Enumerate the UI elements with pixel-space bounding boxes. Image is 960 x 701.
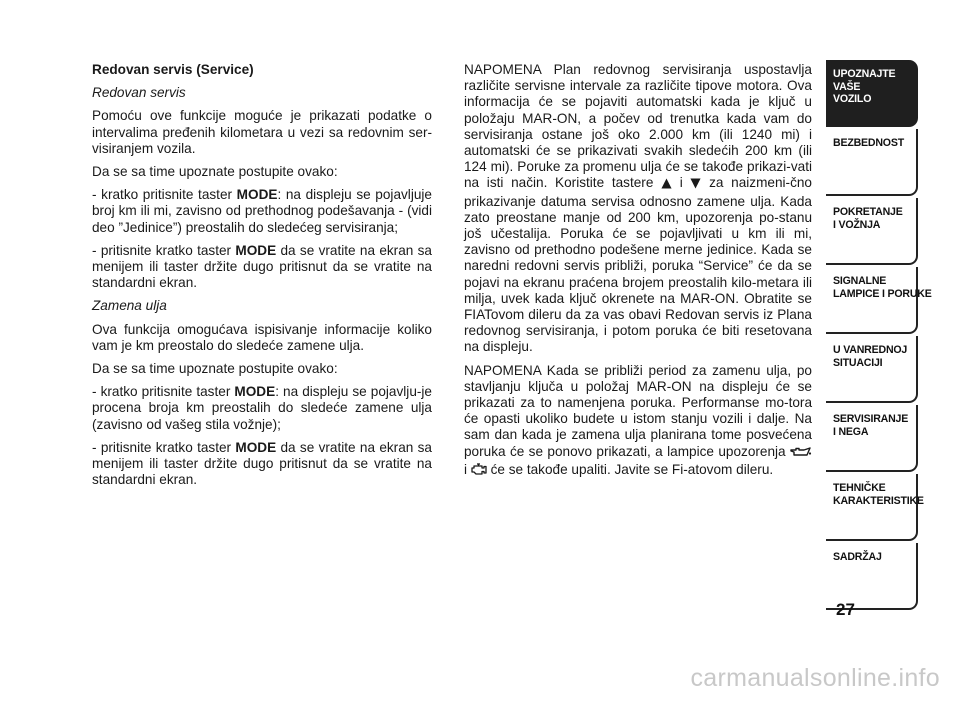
right-column <box>464 62 812 487</box>
triangle-up-icon <box>661 177 672 193</box>
mode-key-label: MODE <box>234 384 276 400</box>
subheading-oil-change: Zamena ulja <box>92 298 167 314</box>
step-item: - pritisnite kratko taster MODE da se vratite na ekran sa menijem ili taster držite dugo pritisnut da se vratite na standardni ekran. <box>92 439 432 488</box>
section-tabs <box>826 60 932 612</box>
note-oil-change: NAPOMENA Kada se približi period za zamenu ulja, po stavljanju ključa u položaj MAR-ON na displeju će se prikazati za to namenjena poruka. Performanse mo-tora će opasti ukoliko budete u istom stanju vozili i dalje. Na sam dan kada je zamena ulja planirana tome posvećena poruka će se ponovo prikazati, a lampice upozorenja i će se takođe upaliti. Javite se Fi-atovom dileru. <box>464 363 812 480</box>
step-item: - kratko pritisnite taster MODE: na displeju se pojavlju-je procena broja km preostalih do sledeće zamene ulja (zavisno od vašeg stila vožnje); <box>92 384 432 432</box>
triangle-down-icon <box>690 177 701 193</box>
tab-tehnicke-karakteristike[interactable]: TEHNIČKE KARAKTERISTIKE <box>826 474 918 541</box>
section-title: Redovan servis (Service) <box>92 62 254 77</box>
step-item: - kratko pritisnite taster MODE: na displeju se pojavljuje broj km ili mi, zavisno od prethodnog podešavanja - (vidi deo ”Jedinice”) preostalih do sledećeg servisiranja; <box>92 187 432 235</box>
watermark: carmanualsonline.info <box>690 664 940 692</box>
mode-key-label: MODE <box>235 439 277 455</box>
paragraph: Da se sa time upoznate postupite ovako: <box>92 361 338 377</box>
page-number: 27 <box>836 600 855 619</box>
paragraph: Da se sa time upoznate postupite ovako: <box>92 164 338 180</box>
tab-u-vanrednoj-situaciji[interactable]: U VANREDNOJ SITUACIJI <box>826 336 918 403</box>
step-item: - pritisnite kratko taster MODE da se vratite na ekran sa menijem ili taster držite dugo pritisnut da se vratite na standardni ekran. <box>92 242 432 291</box>
tab-signalne-lampice[interactable]: SIGNALNE LAMPICE I PORUKE <box>826 267 918 334</box>
engine-warning-icon <box>471 463 487 480</box>
tab-upoznajte-vase-vozilo[interactable]: UPOZNAJTE VAŠE VOZILO <box>826 60 918 127</box>
tab-servisiranje-i-nega[interactable]: SERVISIRANJE I NEGA <box>826 405 918 472</box>
mode-key-label: MODE <box>236 187 278 203</box>
mode-key-label: MODE <box>235 242 277 258</box>
paragraph: Pomoću ove funkcije moguće je prikazati podatke o intervalima pređenih kilometara u vezi sa redovnim ser-visiranjem vozila. <box>92 108 432 156</box>
tab-sadrzaj[interactable]: SADRŽAJ <box>826 543 918 610</box>
oil-can-icon <box>790 446 812 462</box>
subheading-service: Redovan servis <box>92 85 186 101</box>
note-service: NAPOMENA Plan redovnog servisiranja uspostavlja različite servisne intervale za različite tipove motora. Ova informacija će se pojaviti automatski kada je ključ u položaju MAR-ON, a počev od trenutka kada vam do servisiranja ostane još oko 2.000 km (ili 1240 mi) i automatski će se prikazivati svakih sledećih 200 km (ili 124 mi). Poruke za promenu ulja će se takođe prikazi-vati na isti način. Koristite tastere i za naizmeni-čno prikazivanje datuma servisa odnosno zamene ulja. Kada zato preostane manje od 200 km, upozorenja po-stanu još učestalija. Poruka će se pojavljivati u km ili mi, zavisno od prethodno podešene merne jedinice. Kada se naredni redovni servis približi, poruka “Service” će da se pojavi na ekranu praćena brojem preostalih kilo-metara ili milja, uvek kada ključ okrenete na MAR-ON. Obratite se FIATovom dileru da za vas obavi Redovan servis iz Plana redovnog servisiranja, i potom poruka će biti resetovana na displeju. <box>464 62 812 355</box>
left-column <box>92 62 432 495</box>
paragraph: Ova funkcija omogućava ispisivanje informacije koliko vam je km preostalo do sledeće zamene ulja. <box>92 321 432 353</box>
tab-bezbednost[interactable]: BEZBEDNOST <box>826 129 918 196</box>
tab-pokretanje-i-voznja[interactable]: POKRETANJE I VOŽNJA <box>826 198 918 265</box>
